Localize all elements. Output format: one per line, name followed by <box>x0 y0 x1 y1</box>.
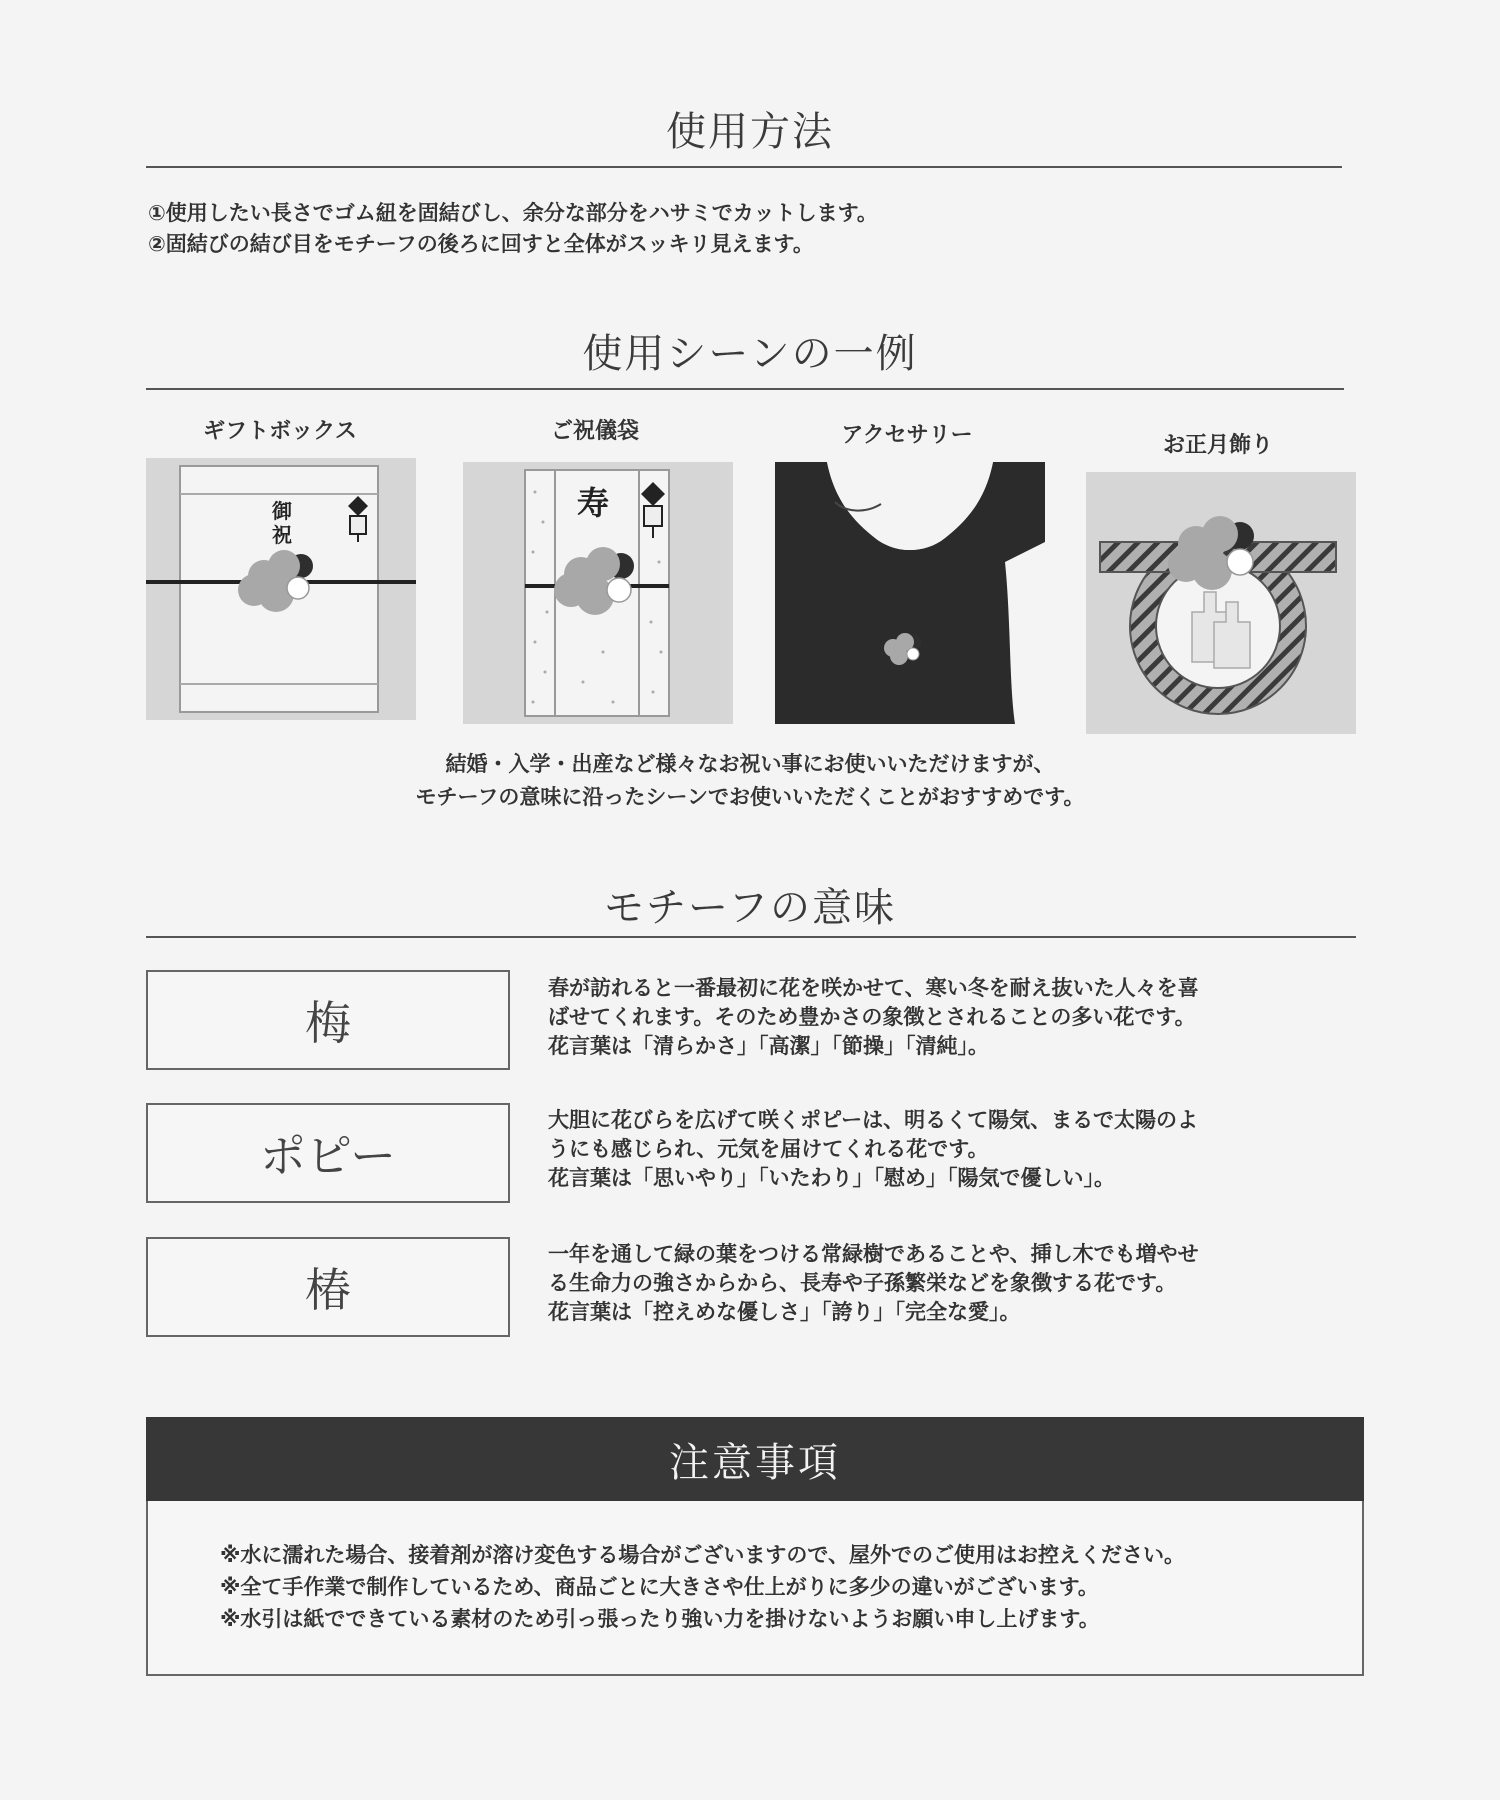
scenes-rule <box>146 388 1344 390</box>
usage-title: 使用方法 <box>666 109 834 155</box>
usage-step: ①使用したい長さでゴム紐を固結びし、余分な部分をハサミでカットします。 <box>148 201 878 225</box>
notes-list <box>220 1539 1185 1635</box>
usage-steps <box>148 198 878 260</box>
motif-line: ばせてくれます。そのため豊かさの象徴とされることの多い花です。 <box>548 1005 1196 1029</box>
scenes-caption-line: 結婚・入学・出産など様々なお祝い事にお使いいただけますが、 <box>445 752 1055 776</box>
motif-name-poppy: ポピー <box>146 1103 510 1203</box>
note-item: ※全て手作業で制作しているため、商品ごとに大きさや仕上がりに多少の違いがございます。 <box>220 1575 1099 1599</box>
motifs-rule <box>146 936 1356 938</box>
motifs-title: モチーフの意味 <box>604 885 896 931</box>
note-item: ※水引は紙でできている素材のため引っ張ったり強い力を掛けないようお願い申し上げます。 <box>220 1607 1100 1631</box>
motif-line: うにも感じられ、元気を届けてくれる花です。 <box>548 1137 989 1161</box>
motif-line: 花言葉は「思いやり」「いたわり」「慰め」「陽気で優しい」。 <box>548 1166 1115 1190</box>
usage-step: ②固結びの結び目をモチーフの後ろに回すと全体がスッキリ見えます。 <box>148 232 814 256</box>
usage-rule <box>146 166 1342 168</box>
shugi-text: 寿 <box>576 484 610 522</box>
gift-box-text-1: 御 <box>272 499 292 523</box>
motif-line: 花言葉は「控えめな優しさ」「誇り」「完全な愛」。 <box>548 1300 1021 1324</box>
shugi-envelope-illustration <box>463 462 733 724</box>
motif-name-ume: 梅 <box>146 970 510 1070</box>
scene-label-accessory: アクセサリー <box>841 423 973 448</box>
motif-line: 大胆に花びらを広げて咲くポピーは、明るくて陽気、まるで太陽のよ <box>548 1108 1198 1132</box>
accessory-illustration <box>775 462 1045 724</box>
notes-title: 注意事項 <box>146 1417 1364 1501</box>
motif-line: る生命力の強さからから、長寿や子孫繁栄などを象徴する花です。 <box>548 1271 1177 1295</box>
note-item: ※水に濡れた場合、接着剤が溶け変色する場合がございますので、屋外でのご使用はお控えください。 <box>220 1543 1185 1567</box>
motif-description-poppy <box>548 1106 1358 1193</box>
scenes-title: 使用シーンの一例 <box>582 331 918 377</box>
notes-box <box>146 1501 1364 1676</box>
gift-box-illustration <box>146 458 416 720</box>
scenes-caption-line: モチーフの意味に沿ったシーンでお使いいただくことがおすすめです。 <box>415 785 1085 809</box>
motif-line: 春が訪れると一番最初に花を咲かせて、寒い冬を耐え抜いた人々を喜 <box>548 976 1199 1000</box>
scene-label-shugi: ご祝儀袋 <box>550 419 639 444</box>
motif-line: 花言葉は「清らかさ」「高潔」「節操」「清純」。 <box>548 1034 989 1058</box>
gift-box-text-2: 祝 <box>272 523 292 547</box>
scenes-caption <box>0 748 1500 814</box>
new-year-decoration-illustration <box>1086 472 1356 734</box>
motif-description-tsubaki <box>548 1240 1358 1327</box>
motif-line: 一年を通して緑の葉をつける常緑樹であることや、挿し木でも増やせ <box>548 1242 1199 1266</box>
motif-description-ume <box>548 974 1358 1061</box>
scene-label-gift-box: ギフトボックス <box>203 419 357 444</box>
scene-label-new-year: お正月飾り <box>1162 433 1273 458</box>
motif-name-tsubaki: 椿 <box>146 1237 510 1337</box>
